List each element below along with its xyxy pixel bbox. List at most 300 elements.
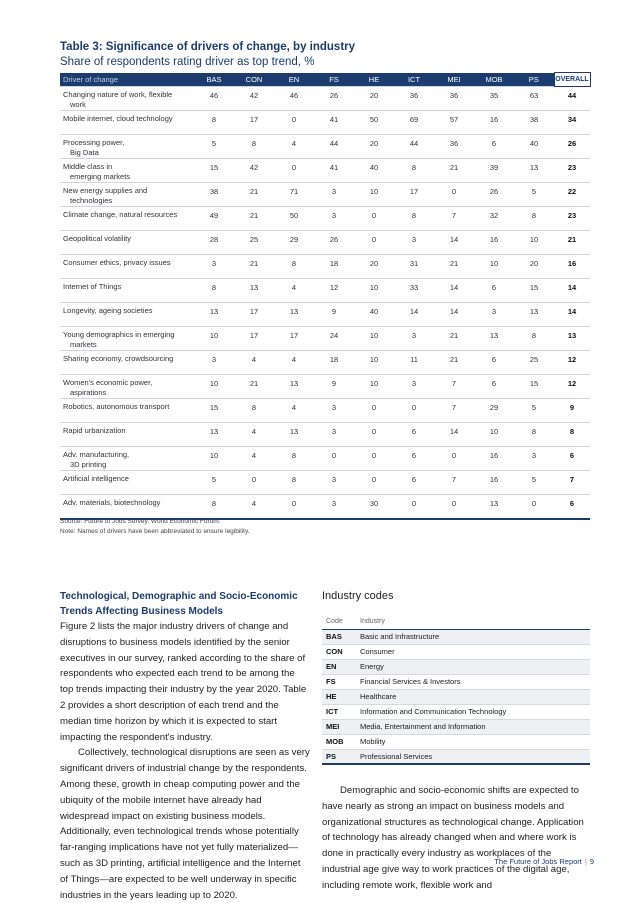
driver-label [60,255,194,279]
driver-label [60,447,194,471]
cell-overall: 6 [554,447,590,471]
cell-mei: 7 [434,375,474,399]
code-row [322,689,590,704]
cell-mei: 7 [434,399,474,423]
cell-he: 20 [354,87,394,111]
table-notes [60,517,250,536]
cell-overall: 23 [554,159,590,183]
table-row [60,183,590,207]
cell-ict: 14 [394,303,434,327]
cell-en: 4 [274,351,314,375]
cell-mei: 36 [434,87,474,111]
driver-label [60,135,194,159]
cell-mei: 14 [434,423,474,447]
cell-ps: 38 [514,111,554,135]
table-row [60,207,590,231]
cell-con: 4 [234,495,274,519]
cell-ict: 31 [394,255,434,279]
cell-ict: 3 [394,231,434,255]
cell-mei: 0 [434,495,474,519]
industry-name: Professional Services [356,749,590,764]
code-row [322,629,590,644]
cell-overall: 6 [554,495,590,519]
driver-label [60,87,194,111]
cell-ict: 11 [394,351,434,375]
cell-bas: 38 [194,183,234,207]
cell-en: 50 [274,207,314,231]
cell-overall: 23 [554,207,590,231]
cell-overall: 44 [554,87,590,111]
cell-en: 13 [274,303,314,327]
cell-mob: 35 [474,87,514,111]
table-row [60,231,590,255]
cell-ps: 10 [514,231,554,255]
cell-fs: 3 [314,183,354,207]
driver-label-line: Adv. manufacturing, [63,450,130,459]
driver-label-continuation: emerging markets [70,172,131,181]
industry-code: EN [322,659,356,674]
cell-fs: 24 [314,327,354,351]
driver-label [60,351,194,375]
cell-he: 50 [354,111,394,135]
industry-name: Mobility [356,734,590,749]
cell-mob: 6 [474,351,514,375]
cell-mei: 14 [434,279,474,303]
table-row [60,303,590,327]
cell-overall: 22 [554,183,590,207]
cell-fs: 41 [314,159,354,183]
cell-fs: 12 [314,279,354,303]
table-header-row [60,73,590,87]
cell-ps: 3 [514,447,554,471]
page-number: 9 [589,857,594,866]
cell-con: 25 [234,231,274,255]
header-overall: OVERALL [554,73,590,87]
header-ps: PS [514,73,554,87]
cell-ps: 13 [514,159,554,183]
cell-con: 13 [234,279,274,303]
code-row [322,704,590,719]
cell-en: 17 [274,327,314,351]
driver-label [60,159,194,183]
header-mei: MEI [434,73,474,87]
drivers-table [60,72,591,520]
industry-code: FS [322,674,356,689]
cell-overall: 14 [554,303,590,327]
cell-bas: 8 [194,279,234,303]
cell-he: 0 [354,399,394,423]
cell-en: 13 [274,375,314,399]
cell-bas: 10 [194,447,234,471]
driver-label-line: New energy supplies and [63,186,148,195]
cell-he: 0 [354,231,394,255]
table-row [60,495,590,519]
header-bas: BAS [194,73,234,87]
cell-ict: 6 [394,423,434,447]
cell-con: 21 [234,255,274,279]
industry-codes-title: Industry codes [322,590,394,602]
cell-mob: 10 [474,255,514,279]
header-mob: MOB [474,73,514,87]
cell-mei: 57 [434,111,474,135]
cell-bas: 28 [194,231,234,255]
driver-label [60,303,194,327]
header-driver-of-change: Driver of change [60,73,194,87]
cell-fs: 0 [314,447,354,471]
cell-bas: 13 [194,303,234,327]
table-row [60,447,590,471]
cell-fs: 3 [314,207,354,231]
industry-code: PS [322,749,356,764]
cell-overall: 12 [554,351,590,375]
driver-label [60,399,194,423]
driver-label [60,495,194,519]
cell-he: 10 [354,375,394,399]
cell-mei: 21 [434,255,474,279]
industry-code: MOB [322,734,356,749]
cell-en: 0 [274,159,314,183]
cell-fs: 18 [314,351,354,375]
cell-mob: 3 [474,303,514,327]
cell-fs: 3 [314,423,354,447]
header-ict: ICT [394,73,434,87]
cell-mob: 29 [474,399,514,423]
cell-overall: 26 [554,135,590,159]
footer-separator: | [584,857,587,866]
driver-label-line: Rapid urbanization [63,426,126,435]
cell-ps: 15 [514,279,554,303]
driver-label [60,231,194,255]
cell-mei: 14 [434,231,474,255]
cell-ps: 25 [514,351,554,375]
article-left-column [60,589,310,903]
cell-con: 0 [234,471,274,495]
cell-ict: 3 [394,375,434,399]
cell-fs: 18 [314,255,354,279]
cell-overall: 14 [554,279,590,303]
table-row [60,375,590,399]
cell-ict: 0 [394,495,434,519]
industry-name: Healthcare [356,689,590,704]
cell-bas: 15 [194,159,234,183]
table-row [60,327,590,351]
cell-ict: 69 [394,111,434,135]
driver-label [60,183,194,207]
cell-ps: 8 [514,327,554,351]
industry-code: ICT [322,704,356,719]
page-footer [494,857,594,866]
cell-ps: 8 [514,423,554,447]
cell-bas: 8 [194,495,234,519]
cell-bas: 3 [194,351,234,375]
cell-mob: 6 [474,279,514,303]
cell-con: 4 [234,423,274,447]
driver-label-continuation: markets [70,340,97,349]
cell-overall: 7 [554,471,590,495]
industry-name: Consumer [356,644,590,659]
cell-ps: 20 [514,255,554,279]
cell-he: 0 [354,423,394,447]
table-row [60,279,590,303]
cell-mei: 14 [434,303,474,327]
cell-ps: 5 [514,471,554,495]
cell-he: 40 [354,303,394,327]
driver-label-line: Mobile internet, cloud technology [63,114,173,123]
cell-mob: 13 [474,495,514,519]
table-row [60,399,590,423]
driver-label-line: Adv. materials, biotechnology [63,498,161,507]
cell-ps: 5 [514,399,554,423]
cell-mei: 7 [434,207,474,231]
article-paragraph-1: Figure 2 lists the major industry drivers of change and disruptions to business models identified by the senior executives in our survey, ranked according to the share of respondents who expected each trend to be among the top trends impacting their industry by the year 2020. Table 2 provides a short description of each trend and the median time horizon by which it is expected to start impacting the respondent's industry. [60,621,307,743]
cell-mei: 21 [434,327,474,351]
cell-mei: 36 [434,135,474,159]
code-row [322,644,590,659]
cell-ps: 15 [514,375,554,399]
header-en: EN [274,73,314,87]
cell-mob: 13 [474,327,514,351]
code-row [322,674,590,689]
cell-bas: 46 [194,87,234,111]
cell-en: 46 [274,87,314,111]
cell-ict: 36 [394,87,434,111]
industry-code: CON [322,644,356,659]
industry-name: Energy [356,659,590,674]
cell-con: 21 [234,207,274,231]
cell-fs: 9 [314,303,354,327]
cell-bas: 10 [194,375,234,399]
cell-bas: 5 [194,471,234,495]
cell-he: 0 [354,471,394,495]
driver-label-line: Longevity, ageing societies [63,306,153,315]
cell-mob: 26 [474,183,514,207]
cell-fs: 3 [314,495,354,519]
codes-header-industry: Industry [356,615,590,629]
table-note: Note: Names of drivers have been abbreviated to ensure legibility. [60,527,250,535]
cell-con: 42 [234,159,274,183]
driver-label [60,111,194,135]
industry-code: MEI [322,719,356,734]
cell-mob: 6 [474,375,514,399]
cell-en: 4 [274,399,314,423]
cell-en: 4 [274,279,314,303]
cell-mob: 39 [474,159,514,183]
cell-mei: 0 [434,447,474,471]
header-he: HE [354,73,394,87]
code-row [322,734,590,749]
cell-con: 17 [234,327,274,351]
cell-ict: 6 [394,447,434,471]
cell-he: 20 [354,135,394,159]
cell-bas: 10 [194,327,234,351]
cell-ps: 40 [514,135,554,159]
cell-mob: 16 [474,447,514,471]
table-row [60,135,590,159]
cell-he: 10 [354,183,394,207]
driver-label-line: Consumer ethics, privacy issues [63,258,171,267]
table-subtitle: Share of respondents rating driver as top trend, % [60,56,315,68]
cell-he: 20 [354,255,394,279]
cell-he: 10 [354,351,394,375]
cell-mob: 6 [474,135,514,159]
cell-en: 8 [274,447,314,471]
cell-ict: 8 [394,207,434,231]
cell-en: 13 [274,423,314,447]
industry-name: Media, Entertainment and Information [356,719,590,734]
cell-mei: 7 [434,471,474,495]
cell-con: 8 [234,135,274,159]
article-paragraph-3: Demographic and socio-economic shifts are expected to have nearly as strong an impact on business models and organizational structures as technological change. Application of technology has already changed when and where work is done in practically every industry as workplaces of the industrial age give way to work practices of the digital age, including remote work, flexible work and [322,785,584,891]
table-row [60,159,590,183]
cell-ps: 8 [514,207,554,231]
cell-en: 29 [274,231,314,255]
driver-label-continuation: aspirations [70,388,107,397]
table-title: Table 3: Significance of drivers of change, by industry [60,41,356,53]
cell-ps: 63 [514,87,554,111]
driver-label-line: Robotics, autonomous transport [63,402,170,411]
driver-label [60,327,194,351]
cell-he: 10 [354,327,394,351]
cell-en: 8 [274,471,314,495]
industry-code: HE [322,689,356,704]
table-row [60,255,590,279]
cell-mei: 21 [434,159,474,183]
cell-con: 21 [234,375,274,399]
cell-en: 0 [274,111,314,135]
industry-name: Basic and Infrastructure [356,629,590,644]
cell-ict: 3 [394,327,434,351]
driver-label [60,207,194,231]
cell-ict: 0 [394,399,434,423]
code-row [322,749,590,764]
cell-bas: 15 [194,399,234,423]
cell-con: 4 [234,351,274,375]
table-row [60,423,590,447]
cell-fs: 26 [314,87,354,111]
cell-ps: 13 [514,303,554,327]
code-row [322,659,590,674]
cell-en: 71 [274,183,314,207]
driver-label-line: Sharing economy, crowdsourcing [63,354,174,363]
codes-header-code: Code [322,615,356,629]
cell-fs: 41 [314,111,354,135]
driver-label-line: Changing nature of work, flexible [63,90,173,99]
cell-he: 0 [354,207,394,231]
cell-overall: 9 [554,399,590,423]
cell-con: 17 [234,303,274,327]
cell-mob: 16 [474,471,514,495]
cell-en: 4 [274,135,314,159]
driver-label-line: Processing power, [63,138,125,147]
industry-name: Information and Communication Technology [356,704,590,719]
cell-fs: 3 [314,471,354,495]
cell-fs: 26 [314,231,354,255]
table-row [60,351,590,375]
cell-overall: 21 [554,231,590,255]
table-row [60,87,590,111]
table-title-block [60,40,590,70]
driver-label-continuation: 3D printing [70,460,107,469]
cell-ict: 33 [394,279,434,303]
cell-mei: 0 [434,183,474,207]
driver-label-line: Climate change, natural resources [63,210,178,219]
cell-mob: 16 [474,231,514,255]
cell-he: 40 [354,159,394,183]
cell-con: 21 [234,183,274,207]
driver-label-line: Internet of Things [63,282,122,291]
cell-ict: 6 [394,471,434,495]
driver-label-continuation: Big Data [70,148,99,157]
driver-label-continuation: work [70,100,86,109]
codes-header-row [322,615,590,629]
code-row [322,719,590,734]
header-con: CON [234,73,274,87]
cell-overall: 12 [554,375,590,399]
cell-bas: 3 [194,255,234,279]
article-right-column [322,589,590,894]
table-row [60,111,590,135]
cell-he: 30 [354,495,394,519]
cell-he: 0 [354,447,394,471]
cell-ict: 44 [394,135,434,159]
table-row [60,471,590,495]
cell-mob: 16 [474,111,514,135]
article-paragraph-2: Collectively, technological disruptions are seen as very significant drivers of industrial change by the respondents. Among these, growth in cheap computing power and the ubiquity of the mobile internet have already had widespread impact on existing business models. Additionally, even technological trends whose potentially far-ranging implications have not yet fully materialized—such as 3D printing, artificial intelligence and the Internet of Things—are expected to be well underway in specific industries in the years leading up to 2020. [60,747,310,901]
cell-ps: 5 [514,183,554,207]
driver-label [60,423,194,447]
cell-con: 8 [234,399,274,423]
driver-label [60,279,194,303]
driver-label-line: Middle class in [63,162,113,171]
industry-name: Financial Services & Investors [356,674,590,689]
cell-con: 17 [234,111,274,135]
driver-label-line: Geopolitical volatility [63,234,131,243]
cell-ict: 17 [394,183,434,207]
footer-report-title: The Future of Jobs Report [494,857,582,866]
cell-fs: 3 [314,399,354,423]
driver-label-line: Artificial intelligence [63,474,129,483]
cell-he: 10 [354,279,394,303]
driver-label-line: Young demographics in emerging [63,330,175,339]
cell-overall: 8 [554,423,590,447]
cell-con: 4 [234,447,274,471]
cell-fs: 44 [314,135,354,159]
cell-bas: 5 [194,135,234,159]
industry-codes-table [322,615,590,765]
cell-overall: 16 [554,255,590,279]
cell-con: 42 [234,87,274,111]
table-source: Source: Future of Jobs Survey, World Economic Forum. [60,518,221,525]
cell-mob: 32 [474,207,514,231]
cell-fs: 9 [314,375,354,399]
cell-ict: 8 [394,159,434,183]
driver-label [60,471,194,495]
cell-en: 8 [274,255,314,279]
cell-bas: 49 [194,207,234,231]
cell-mei: 21 [434,351,474,375]
cell-bas: 13 [194,423,234,447]
cell-overall: 13 [554,327,590,351]
cell-overall: 34 [554,111,590,135]
driver-label-continuation: technologies [70,196,113,205]
driver-label-line: Women's economic power, [63,378,153,387]
cell-ps: 0 [514,495,554,519]
industry-code: BAS [322,629,356,644]
driver-label [60,375,194,399]
article-heading: Technological, Demographic and Socio-Economic Trends Affecting Business Models [60,591,298,617]
cell-mob: 10 [474,423,514,447]
header-fs: FS [314,73,354,87]
